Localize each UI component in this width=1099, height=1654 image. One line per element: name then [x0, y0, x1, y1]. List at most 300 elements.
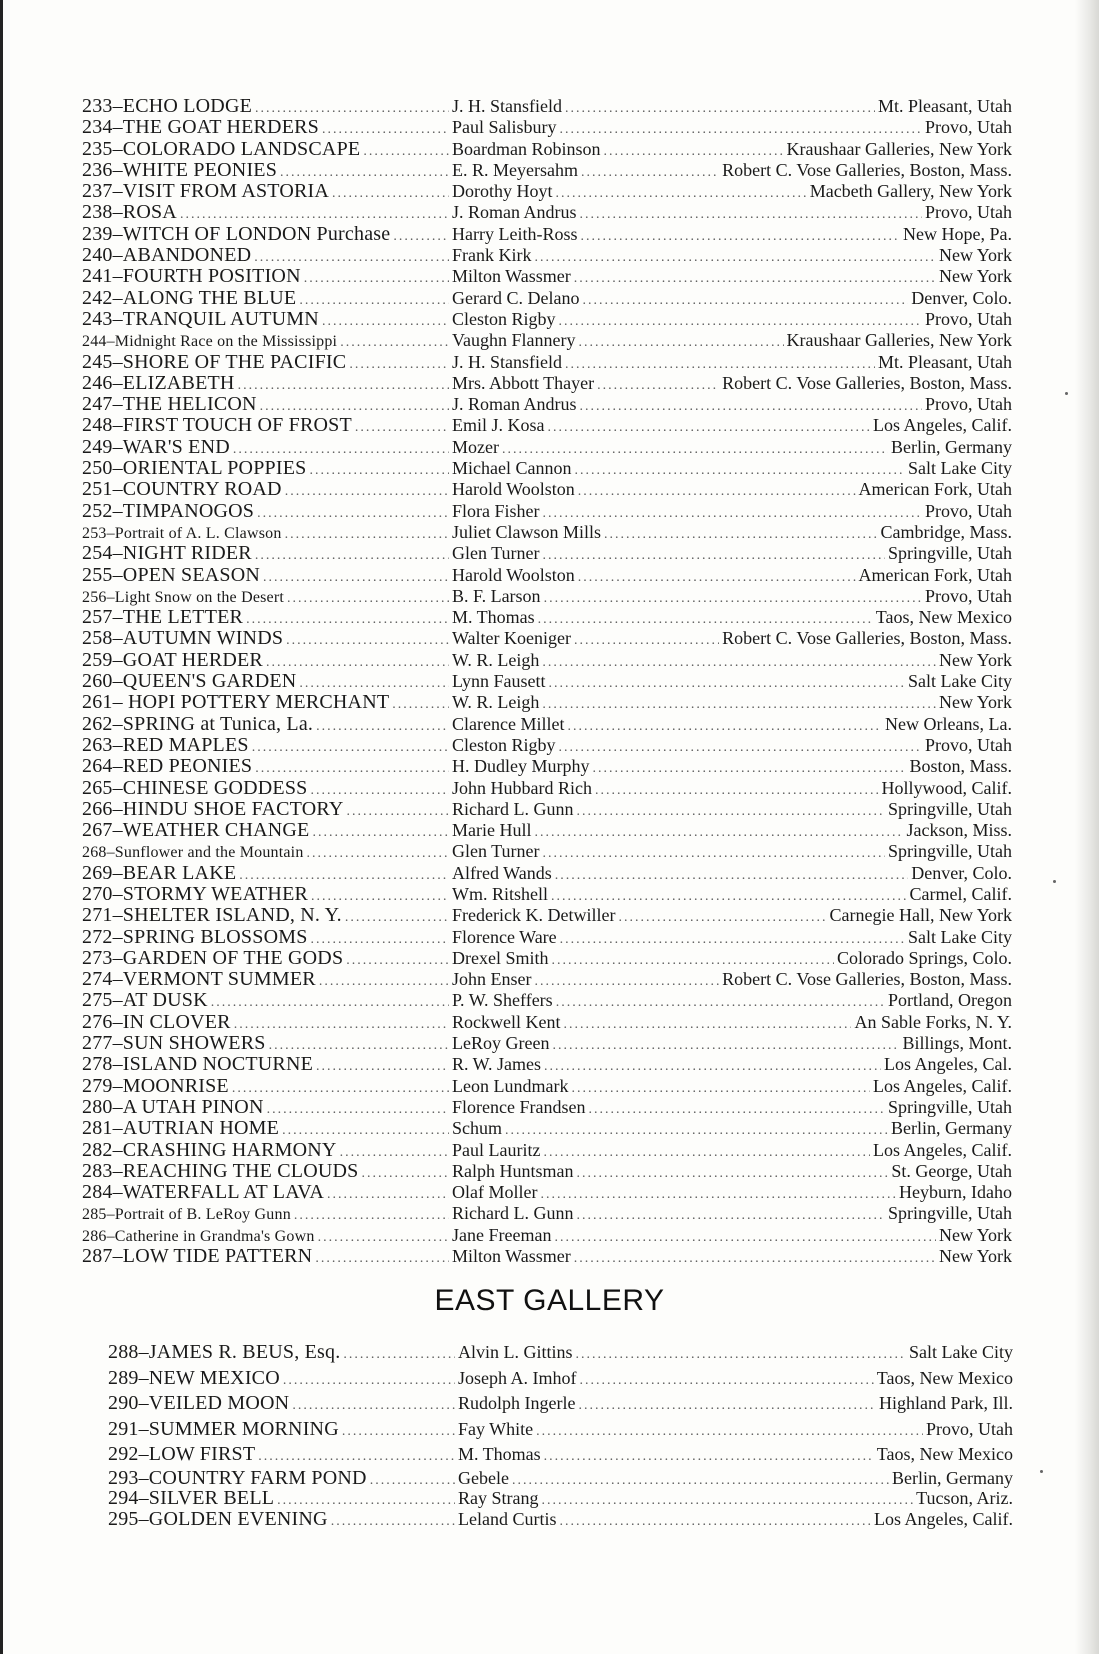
entry-title: 242–ALONG THE BLUE — [82, 287, 297, 309]
dot-leader — [257, 503, 449, 524]
catalog-entry — [82, 181, 1012, 202]
entry-title: 246–ELIZABETH — [82, 372, 235, 394]
dot-leader — [559, 1512, 871, 1533]
entry-artist: Fay White — [458, 1418, 534, 1439]
dot-leader — [595, 780, 879, 801]
catalog-entry — [82, 224, 1012, 245]
dot-leader — [563, 1014, 851, 1035]
dot-leader — [574, 268, 936, 289]
entry-title-cell — [82, 990, 452, 1013]
entry-artist: Florence Ware — [452, 926, 557, 947]
entry-artist-cell — [452, 799, 1012, 822]
entry-title: 276–IN CLOVER — [82, 1011, 231, 1033]
entry-location: Carnegie Hall, New York — [829, 905, 1012, 926]
dot-leader — [540, 1184, 896, 1205]
entry-title: 241–FOURTH POSITION — [82, 266, 301, 288]
dot-leader — [316, 716, 449, 737]
dot-leader — [581, 162, 719, 183]
entry-title-cell — [82, 224, 452, 247]
entry-artist: Vaughn Flannery — [452, 330, 576, 351]
catalog-entry — [108, 1417, 1013, 1443]
dot-leader — [342, 1419, 455, 1445]
dot-leader — [304, 268, 449, 289]
catalog-entry — [82, 628, 1012, 649]
entry-artist-cell — [452, 373, 1012, 396]
entry-title: 253–Portrait of A. L. Clawson — [82, 524, 282, 542]
catalog-entry — [82, 1097, 1012, 1118]
dot-leader — [286, 630, 449, 651]
entry-title-cell — [82, 394, 452, 417]
entry-title: 248–FIRST TOUCH OF FROST — [82, 415, 352, 437]
entry-location: St. George, Utah — [891, 1160, 1012, 1181]
entry-artist: Rudolph Ingerle — [458, 1393, 576, 1413]
entry-location: Boston, Mass. — [909, 756, 1012, 777]
entry-location: Berlin, Germany — [891, 1118, 1012, 1139]
entry-artist: Cleston Rigby — [452, 734, 556, 755]
dot-leader — [580, 226, 900, 247]
entry-artist: J. H. Stansfield — [452, 96, 562, 116]
dot-leader — [544, 1444, 874, 1470]
entry-title: 251–COUNTRY ROAD — [82, 479, 282, 501]
entry-title: 285–Portrait of B. LeRoy Gunn — [82, 1206, 291, 1224]
entry-artist: Cleston Rigby — [452, 308, 556, 329]
entry-artist-cell — [452, 565, 1012, 588]
entry-location: New York — [938, 245, 1012, 266]
entry-location: New Hope, Pa. — [903, 223, 1012, 244]
page-left-border — [0, 0, 3, 1654]
dot-leader — [310, 780, 449, 801]
entry-artist-cell — [452, 245, 1012, 268]
catalog-entry — [82, 799, 1012, 820]
dot-leader — [294, 1205, 449, 1226]
dot-leader — [280, 162, 449, 183]
entry-title: 265–CHINESE GODDESS — [82, 777, 308, 799]
catalog-entry — [82, 202, 1012, 223]
dot-leader — [538, 609, 873, 630]
dot-leader — [604, 141, 784, 162]
entry-title-cell — [82, 1204, 452, 1226]
entry-artist: B. F. Larson — [452, 585, 541, 606]
entry-title: 280–A UTAH PINON — [82, 1096, 264, 1118]
entry-title-cell — [82, 331, 452, 353]
entry-artist: Frank Kirk — [452, 245, 532, 266]
catalog-entry — [82, 373, 1012, 394]
dot-leader — [552, 950, 834, 971]
dot-leader — [597, 375, 719, 396]
catalog-entry — [82, 1225, 1012, 1246]
entry-title: 282–CRASHING HARMONY — [82, 1139, 337, 1161]
entry-title-cell — [82, 756, 452, 779]
entry-location: Provo, Utah — [925, 308, 1012, 329]
entry-location: Robert C. Vose Galleries, Boston, Mass. — [722, 969, 1012, 990]
dot-leader — [246, 609, 449, 630]
dot-leader — [307, 843, 449, 864]
entry-title-cell — [82, 415, 452, 438]
catalog-entry — [82, 607, 1012, 628]
dot-leader — [535, 971, 720, 992]
catalog-entry — [82, 139, 1012, 160]
entry-artist-cell — [452, 650, 1012, 673]
entry-location: Salt Lake City — [908, 458, 1012, 479]
entry-artist-cell — [452, 735, 1012, 758]
dot-leader — [292, 1393, 455, 1419]
entry-location: Cambridge, Mass. — [880, 521, 1012, 542]
catalog-entry — [82, 650, 1012, 671]
entry-title: 266–HINDU SHOE FACTORY — [82, 798, 344, 820]
catalog-entry — [82, 1203, 1012, 1224]
catalog-entry — [82, 330, 1012, 351]
entry-artist: Mozer — [452, 436, 499, 457]
dot-leader — [258, 1444, 455, 1470]
entry-artist: John Enser — [452, 969, 532, 990]
dot-leader — [559, 311, 922, 332]
dot-leader — [180, 204, 449, 225]
dot-leader — [254, 247, 449, 268]
catalog-entry — [82, 1033, 1012, 1054]
catalog-entry — [82, 905, 1012, 926]
entry-title-cell — [82, 160, 452, 183]
dot-leader — [578, 481, 856, 502]
entry-location: Jackson, Miss. — [906, 820, 1012, 841]
entry-artist-cell — [452, 1054, 1012, 1077]
entry-artist: H. Dudley Murphy — [452, 756, 590, 777]
dot-leader — [299, 290, 449, 311]
entry-artist: W. R. Leigh — [452, 649, 540, 670]
entry-artist-cell — [452, 1012, 1012, 1035]
entry-artist: Frederick K. Detwiller — [452, 905, 616, 926]
entry-artist: Glen Turner — [452, 841, 540, 862]
catalog-entry — [82, 245, 1012, 266]
entry-artist: W. R. Leigh — [452, 692, 540, 713]
dot-leader — [535, 247, 936, 268]
entry-artist: Paul Salisbury — [452, 117, 557, 138]
entry-title: 261– HOPI POTTERY MERCHANT — [82, 692, 390, 714]
stray-mark — [1040, 1470, 1043, 1473]
entry-artist-cell — [452, 714, 1012, 737]
catalog-entry — [82, 501, 1012, 522]
dot-leader — [319, 971, 449, 992]
dot-leader — [318, 1227, 449, 1248]
dot-leader — [393, 226, 449, 247]
entry-title-cell — [82, 927, 452, 950]
entry-location: New York — [938, 1246, 1012, 1267]
entry-title: 238–ROSA — [82, 202, 177, 224]
catalog-entry — [82, 288, 1012, 309]
entry-title: 244–Midnight Race on the Mississippi — [82, 333, 338, 351]
entry-title-cell — [82, 96, 452, 119]
entry-artist: M. Thomas — [452, 607, 535, 628]
entry-title: 263–RED MAPLES — [82, 734, 249, 756]
dot-leader — [576, 801, 885, 822]
entry-artist-cell — [458, 1366, 1013, 1394]
entry-artist: Schum — [452, 1118, 503, 1139]
dot-leader — [555, 865, 909, 886]
dot-leader — [556, 992, 885, 1013]
entry-title: 281–AUTRIAN HOME — [82, 1118, 280, 1140]
entry-title-cell — [82, 352, 452, 375]
entry-location: Provo, Utah — [925, 202, 1012, 223]
entry-artist: E. R. Meyersahm — [452, 159, 578, 180]
catalog-entry — [108, 1366, 1013, 1392]
entry-title-cell — [82, 1076, 452, 1099]
entry-artist-cell — [452, 352, 1012, 375]
dot-leader — [567, 716, 882, 737]
dot-leader — [604, 524, 878, 545]
catalog-entry — [82, 543, 1012, 564]
entry-artist: J. H. Stansfield — [452, 351, 562, 372]
dot-leader — [287, 588, 449, 609]
entry-artist: R. W. James — [452, 1054, 542, 1075]
entry-title: 286–Catherine in Grandma's Gown — [82, 1227, 315, 1245]
catalog-entry — [108, 1509, 1013, 1530]
entry-artist: Milton Wassmer — [452, 1246, 571, 1267]
entry-location: Springville, Utah — [888, 798, 1012, 819]
entry-location: Taos, New Mexico — [876, 1367, 1013, 1388]
entry-artist-cell — [452, 948, 1012, 971]
entry-title: 260–QUEEN'S GARDEN — [82, 671, 297, 693]
entry-title: 270–STORMY WEATHER — [82, 883, 309, 905]
entry-artist: Ralph Huntsman — [452, 1160, 574, 1181]
entry-title: 256–Light Snow on the Desert — [82, 588, 285, 606]
catalog-entry — [82, 1076, 1012, 1097]
entry-artist: Boardman Robinson — [452, 138, 601, 159]
catalog-entry — [82, 415, 1012, 436]
entry-title-cell — [82, 501, 452, 524]
dot-leader — [578, 1393, 876, 1419]
entry-title: 259–GOAT HERDER — [82, 649, 263, 671]
dot-leader — [232, 1078, 449, 1099]
entry-title-cell — [82, 181, 452, 204]
entry-title: 257–THE LETTER — [82, 607, 244, 629]
catalog-entry — [82, 586, 1012, 607]
entry-title-cell — [82, 607, 452, 630]
entry-title-cell — [82, 479, 452, 502]
dot-leader — [283, 1368, 455, 1394]
catalog-entry — [108, 1488, 1013, 1509]
entry-title-cell — [82, 628, 452, 651]
dot-leader — [543, 503, 923, 524]
entry-artist-cell — [452, 522, 1012, 545]
entry-artist: Leland Curtis — [458, 1508, 557, 1529]
catalog-entry — [82, 522, 1012, 543]
entry-artist-cell — [458, 1340, 1013, 1368]
dot-leader — [549, 673, 906, 694]
dot-leader — [322, 119, 449, 140]
dot-leader — [327, 1184, 449, 1205]
entry-artist: Richard L. Gunn — [452, 798, 574, 819]
entry-artist: Glen Turner — [452, 543, 540, 564]
entry-title: 278–ISLAND NOCTURNE — [82, 1054, 314, 1076]
entry-title: 239–WITCH OF LONDON Purchase — [82, 223, 391, 245]
dot-leader — [560, 929, 905, 950]
entry-title: 245–SHORE OF THE PACIFIC — [82, 351, 347, 373]
dot-leader — [548, 417, 871, 438]
entry-artist-cell — [452, 96, 1012, 119]
entry-title: 249–WAR'S END — [82, 436, 230, 458]
entry-location: Los Angeles, Calif. — [874, 1508, 1013, 1529]
entry-artist: Flora Fisher — [452, 500, 540, 521]
entry-title-cell — [82, 778, 452, 801]
dot-leader — [551, 886, 907, 907]
entry-artist-cell — [452, 309, 1012, 332]
entry-artist: Joseph A. Imhof — [458, 1367, 577, 1388]
dot-leader — [534, 822, 903, 843]
entry-artist-cell — [458, 1391, 1013, 1419]
dot-leader — [238, 375, 449, 396]
dot-leader — [315, 1248, 449, 1269]
dot-leader — [559, 737, 922, 758]
entry-artist-cell — [452, 1140, 1012, 1163]
entry-location: Los Angeles, Calif. — [873, 415, 1012, 436]
entry-title-cell — [82, 1182, 452, 1205]
entry-title-cell — [82, 842, 452, 864]
catalog-entry — [82, 863, 1012, 884]
entry-artist-cell — [452, 692, 1012, 715]
entry-title: 262–SPRING at Tunica, La. — [82, 713, 314, 735]
entry-artist-cell — [452, 458, 1012, 481]
dot-leader — [355, 417, 449, 438]
dot-leader — [340, 332, 449, 353]
entry-artist-cell — [452, 586, 1012, 609]
entry-title-cell — [108, 1391, 458, 1419]
dot-leader — [574, 1248, 936, 1269]
entry-title: 274–VERMONT SUMMER — [82, 969, 316, 991]
entry-location: Salt Lake City — [908, 926, 1012, 947]
entry-artist: Milton Wassmer — [452, 266, 571, 287]
entry-location: Portland, Oregon — [888, 990, 1012, 1011]
entry-artist-cell — [458, 1442, 1013, 1470]
entry-artist-cell — [452, 1182, 1012, 1205]
entry-title-cell — [82, 714, 452, 737]
entry-location: Robert C. Vose Galleries, Boston, Mass. — [722, 628, 1012, 649]
entry-title-cell — [82, 948, 452, 971]
catalog-entry — [82, 735, 1012, 756]
entry-title-cell — [82, 671, 452, 694]
east-gallery-list — [108, 1340, 1013, 1529]
entry-title-cell — [82, 1097, 452, 1120]
entry-title-cell — [82, 373, 452, 396]
catalog-entry — [82, 394, 1012, 415]
dot-leader — [312, 822, 449, 843]
entry-title: 269–BEAR LAKE — [82, 862, 237, 884]
catalog-entry — [82, 820, 1012, 841]
dot-leader — [578, 332, 783, 353]
entry-title: 273–GARDEN OF THE GODS — [82, 947, 344, 969]
entry-title-cell — [82, 650, 452, 673]
entry-artist-cell — [452, 479, 1012, 502]
dot-leader — [255, 545, 449, 566]
dot-leader — [255, 758, 449, 779]
entry-title: 294–SILVER BELL — [108, 1488, 275, 1509]
entry-location: Taos, New Mexico — [875, 607, 1012, 628]
dot-leader — [299, 673, 449, 694]
entry-artist-cell — [452, 202, 1012, 225]
entry-title: 271–SHELTER ISLAND, N. Y. — [82, 905, 342, 927]
dot-leader — [346, 801, 449, 822]
entry-location: Springville, Utah — [888, 1096, 1012, 1117]
entry-location: Springville, Utah — [888, 1203, 1012, 1224]
dot-leader — [349, 354, 449, 375]
catalog-entry — [108, 1468, 1013, 1489]
catalog-entry — [82, 96, 1012, 117]
entry-title-cell — [82, 905, 452, 928]
entry-title: 295–GOLDEN EVENING — [108, 1508, 328, 1530]
catalog-entry — [82, 756, 1012, 777]
dot-leader — [340, 1142, 449, 1163]
entry-title-cell — [82, 863, 452, 886]
dot-leader — [345, 907, 449, 928]
entry-title: 292–LOW FIRST — [108, 1443, 256, 1465]
entry-artist: J. Roman Andrus — [452, 394, 577, 415]
page-right-shadow — [1075, 0, 1099, 1654]
entry-title-cell — [82, 288, 452, 311]
entry-title-cell — [82, 543, 452, 566]
entry-title: 287–LOW TIDE PATTERN — [82, 1246, 313, 1268]
dot-leader — [255, 98, 449, 119]
entry-title-cell — [82, 202, 452, 225]
catalog-entry — [82, 969, 1012, 990]
catalog-entry — [82, 1246, 1012, 1267]
entry-location: Carmel, Calif. — [909, 883, 1012, 904]
entry-artist-cell — [452, 437, 1012, 460]
entry-artist-cell — [452, 905, 1012, 928]
entry-location: Kraushaar Galleries, New York — [786, 330, 1012, 351]
entry-location: Colorado Springs, Colo. — [836, 947, 1012, 968]
entry-title: 258–AUTUMN WINDS — [82, 628, 284, 650]
dot-leader — [574, 630, 719, 651]
entry-title-cell — [82, 1033, 452, 1056]
entry-title-cell — [82, 1012, 452, 1035]
catalog-entry — [82, 692, 1012, 713]
dot-leader — [543, 843, 885, 864]
entry-location: Provo, Utah — [925, 734, 1012, 755]
entry-title-cell — [108, 1340, 458, 1368]
dot-leader — [576, 1205, 885, 1226]
entry-title-cell — [82, 692, 452, 715]
dot-leader — [580, 1368, 874, 1394]
dot-leader — [505, 1120, 888, 1141]
entry-location: Robert C. Vose Galleries, Boston, Mass. — [722, 372, 1012, 393]
entry-title-cell — [82, 820, 452, 843]
entry-location: Heyburn, Idaho — [899, 1182, 1012, 1203]
entry-title: 267–WEATHER CHANGE — [82, 820, 310, 842]
entry-title: 235–COLORADO LANDSCAPE — [82, 138, 361, 160]
entry-location: New York — [938, 266, 1012, 287]
entry-title-cell — [82, 969, 452, 992]
catalog-entry — [82, 1182, 1012, 1203]
entry-location: American Fork, Utah — [858, 479, 1012, 500]
dot-leader — [285, 524, 449, 545]
catalog-entry — [82, 117, 1012, 138]
catalog-list — [82, 96, 1012, 1267]
catalog-entry — [82, 458, 1012, 479]
dot-leader — [588, 1099, 885, 1120]
entry-artist-cell — [452, 863, 1012, 886]
entry-title: 255–OPEN SEASON — [82, 564, 261, 586]
entry-title: 234–THE GOAT HERDERS — [82, 117, 319, 139]
entry-title: 252–TIMPANOGOS — [82, 500, 255, 522]
entry-location: American Fork, Utah — [858, 564, 1012, 585]
entry-location: Mt. Pleasant, Utah — [878, 96, 1012, 116]
entry-artist-cell — [452, 756, 1012, 779]
entry-artist: Alvin L. Gittins — [458, 1342, 573, 1362]
catalog-entry — [82, 714, 1012, 735]
dot-leader — [266, 652, 449, 673]
entry-location: Los Angeles, Calif. — [873, 1139, 1012, 1160]
entry-title-cell — [82, 1226, 452, 1248]
entry-artist-cell — [452, 415, 1012, 438]
entry-location: Provo, Utah — [926, 1418, 1013, 1439]
